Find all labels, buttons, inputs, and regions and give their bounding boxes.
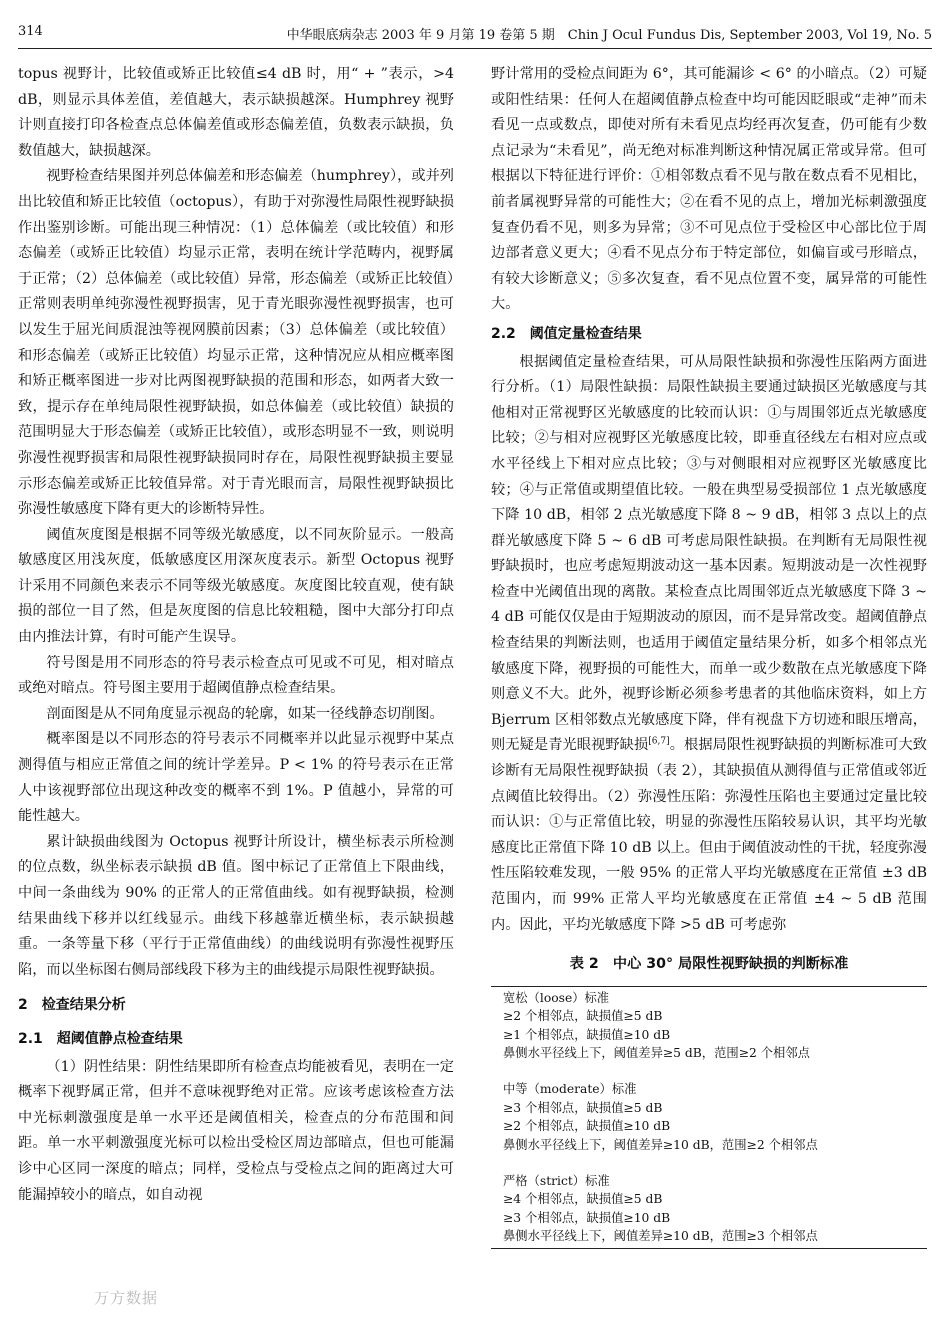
journal-citation: 中华眼底病杂志 2003 年 9 月第 19 卷第 5 期 Chin J Ocul Fundus Dis, September 2003, Vol 19, No. 5 bbox=[286, 28, 932, 43]
paragraph-text: 。根据局限性视野缺损的判断标准可大致诊断有无局限性视野缺损（表 2），其缺损值从测得值与正常值或邻近点阈值比较得出。（2）弥漫性压陷：弥漫性压陷也主要通过定量比较而认识：①与正常值比较，明显的弥漫性压陷较易认识，其平均光敏感度比正常值下降 10 dB 以上。但由于阈值波动性的干扰，轻度弥漫性压陷较难发现，一般 95% 的正常人平均光敏感度在正常值 ±3 dB 范围内，而 99% 正常人平均光敏感度在正常值 ±4 ~ 5 dB 范围内。因此，平均光敏感度下降 >5 dB 可考虑弥 bbox=[491, 737, 927, 933]
criteria-table bbox=[491, 986, 927, 1249]
criteria-row: 鼻侧水平径线上下，阈值差异≥5 dB，范围≥2 个相邻点 bbox=[503, 1046, 810, 1060]
paragraph: （1）阴性结果：阴性结果即所有检查点均能被看见，表明在一定概率下视野属正常，但并不意味视野绝对正常。应该考虑该检查方法中光标刺激强度是单一水平还是阈值相关，检查点的分布范围和间距。单一水平刺激强度光标可以检出受检区周边部暗点，但也可能漏诊中心区同一深度的暗点；同样，受检点与受检点之间的距离过大可能漏掉较小的暗点，如自动视 bbox=[18, 1058, 454, 1203]
criteria-row: 鼻侧水平径线上下，阈值差异≥10 dB，范围≥2 个相邻点 bbox=[503, 1137, 818, 1152]
criteria-group-moderate bbox=[503, 1080, 927, 1154]
criteria-row: ≥1 个相邻点，缺损值≥10 dB bbox=[503, 1027, 671, 1042]
paragraph: 概率图是以不同形态的符号表示不同概率并以此显示视野中某点测得值与相应正常值之间的统计学差异。P < 1% 的符号表示在正常人中该视野部位出现这种改变的概率不到 1%。P 值越小，异常的可能性越大。 bbox=[18, 731, 454, 825]
subsection-heading: 2.1 超阈值静点检查结果 bbox=[18, 1030, 183, 1047]
citation-ref[interactable]: [6,7] bbox=[648, 736, 670, 747]
criteria-group-strict bbox=[503, 1172, 927, 1246]
criteria-heading: 严格（strict）标准 bbox=[503, 1174, 610, 1189]
criteria-group-loose bbox=[503, 989, 927, 1063]
paragraph-text: 根据阈值定量检查结果，可从局限性缺损和弥漫性压陷两方面进行分析。（1）局限性缺损：局限性缺损主要通过缺损区光敏感度与其他相对正常视野区光敏感度的比较而认识：①与周围邻近点光敏感度比较；②与相对应视野区光敏感度比较，即垂直径线左右相对应点或水平径线上下相对应点比较；③与对侧眼相对应视野区光敏感度比较；④与正常值或期望值比较。一般在典型易受损部位 1 点光敏感度下降 10 dB，相邻 2 点光敏感度下降 8 ~ 9 dB，相邻 3 点以上的点群光敏感度下降 5 ~ 6 dB 可考虑局限性缺损。在判断有无局限性视野缺损时，也应考虑短期波动这一基本因素。短期波动是一次性视野检查中光阈值出现的离散。某检查点比周围邻近点光敏感度下降 3 ~ 4 dB 可能仅仅是由于短期波动的原因，而不是异常改变。超阈值静点检查结果的判断法则，也适用于阈值定量结果分析，如多个相邻点光敏感度下降，视野损的可能性大，而单一或少数散在点光敏感度下降则意义不大。此外，视野诊断必须参考患者的其他临床资料，如上方 Bjerrum 区相邻数点光敏感度下降，伴有视盘下方切迹和眼压增高，则无疑是青光眼视野缺损 bbox=[491, 353, 927, 754]
paragraph: 视野检查结果图并列总体偏差和形态偏差（humphrey），或并列出比较值和矫正比较值（octopus），有助于对弥漫性局限性视野缺损作出鉴别诊断。可能出现三种情况：（1）总体偏差（或比较值）和形态偏差（或矫正比较值）均显示正常，表明在统计学范畴内，视野属于正常；（2）总体偏差（或比较值）异常，形态偏差（或矫正比较值）正常则表明单纯弥漫性视野损害，见于青光眼弥漫性视野损害，也可以发生于屈光间质混浊等视网膜前因素；（3）总体偏差（或比较值）和形态偏差（或矫正比较值）均显示正常，这种情况应从相应概率图和矫正概率图进一步对比两图视野缺损的范围和形态，如两者大致一致，提示存在单纯局限性视野缺损，如总体偏差（或比较值）缺损的范围明显大于形态偏差（或矫正比较值），或形态明显不一致，则说明弥漫性视野损害和局限性视野缺损同时存在，局限性视野缺损主要显示形态偏差或矫正比较值异常。对于青光眼而言，局限性视野缺损比弥漫性敏感度下降有更大的诊断特异性。 bbox=[18, 168, 454, 518]
paragraph: 剖面图是从不同角度显示视岛的轮廓，如某一径线静态切削图。 bbox=[46, 705, 444, 722]
section-heading: 2 检查结果分析 bbox=[18, 997, 126, 1014]
criteria-row: ≥3 个相邻点，缺损值≥10 dB bbox=[503, 1210, 671, 1225]
paragraph: 野计常用的受检点间距为 6°，其可能漏诊 < 6° 的小暗点。（2）可疑或阳性结果：任何人在超阈值静点检查中均可能因眨眼或“走神”而未看见一点或数点，即使对所有未看见点均经再次复查，仍可能有少数点记录为“未看见”，尚无绝对标准判断这种情况属正常或异常。但可根据以下特征进行评价：①相邻数点看不见与散在数点看不见相比，前者属视野异常的可能性大；②在看不见的点上，增加光标刺激强度复查仍看不见，则多为异常；③不可见点位于受检区中心部比位于周边部者意义更大；④看不见点分布于特定部位，如偏盲或弓形暗点，有较大诊断意义；⑤多次复查，看不见点位置不变，属异常的可能性大。 bbox=[491, 66, 927, 313]
criteria-row: 鼻侧水平径线上下，阈值差异≥10 dB，范围≥3 个相邻点 bbox=[503, 1229, 818, 1244]
paragraph: 累计缺损曲线图为 Octopus 视野计所设计，横坐标表示所检测的位点数，纵坐标表示缺损 dB 值。图中标记了正常值上下限曲线，中间一条曲线为 90% 的正常人的正常值曲线。如有视野缺损，检测结果曲线下移并以红线显示。曲线下移越靠近横坐标，表示缺损越重。一条等量下移（平行于正常值曲线）的曲线说明有弥漫性视野压陷，而以坐标图右侧局部线段下移为主的曲线提示局限性视野缺损。 bbox=[18, 833, 454, 978]
page-number: 314 bbox=[18, 24, 43, 39]
right-column bbox=[491, 62, 927, 1249]
criteria-row: ≥3 个相邻点，缺损值≥5 dB bbox=[503, 1100, 663, 1115]
criteria-heading: 中等（moderate）标准 bbox=[503, 1082, 637, 1097]
left-column bbox=[18, 62, 454, 1208]
table-title: 表 2 中心 30° 局限性视野缺损的判断标准 bbox=[569, 956, 849, 973]
subsection-heading: 2.2 阈值定量检查结果 bbox=[491, 325, 642, 342]
watermark-logo: 万方数据 bbox=[94, 1289, 159, 1307]
criteria-row: ≥4 个相邻点，缺损值≥5 dB bbox=[503, 1192, 663, 1207]
criteria-row: ≥2 个相邻点，缺损值≥5 dB bbox=[503, 1009, 663, 1024]
paragraph bbox=[491, 350, 927, 939]
criteria-heading: 宽松（loose）标准 bbox=[503, 990, 610, 1005]
paragraph: 符号图是用不同形态的符号表示检查点可见或不可见，相对暗点或绝对暗点。符号图主要用于超阈值静点检查结果。 bbox=[18, 654, 454, 697]
page-header bbox=[18, 18, 932, 49]
paragraph: topus 视野计，比较值或矫正比较值≤4 dB 时，用“ + ”表示，>4 dB，则显示具体差值，差值越大，表示缺损越深。Humphrey 视野计则直接打印各检查点总体偏差值或形态偏差值，负数表示缺损，负数值越大，缺损越深。 bbox=[18, 66, 454, 159]
criteria-row: ≥2 个相邻点，缺损值≥10 dB bbox=[503, 1119, 671, 1134]
paragraph: 阈值灰度图是根据不同等级光敏感度，以不同灰阶显示。一般高敏感度区用浅灰度，低敏感度区用深灰度表示。新型 Octopus 视野计采用不同颜色来表示不同等级光敏感度。灰度图比较直观，使有缺损的部位一目了然，但是灰度图的信息比较粗糙，图中大部分打印点由内推法计算，有时可能产生误导。 bbox=[18, 526, 454, 646]
